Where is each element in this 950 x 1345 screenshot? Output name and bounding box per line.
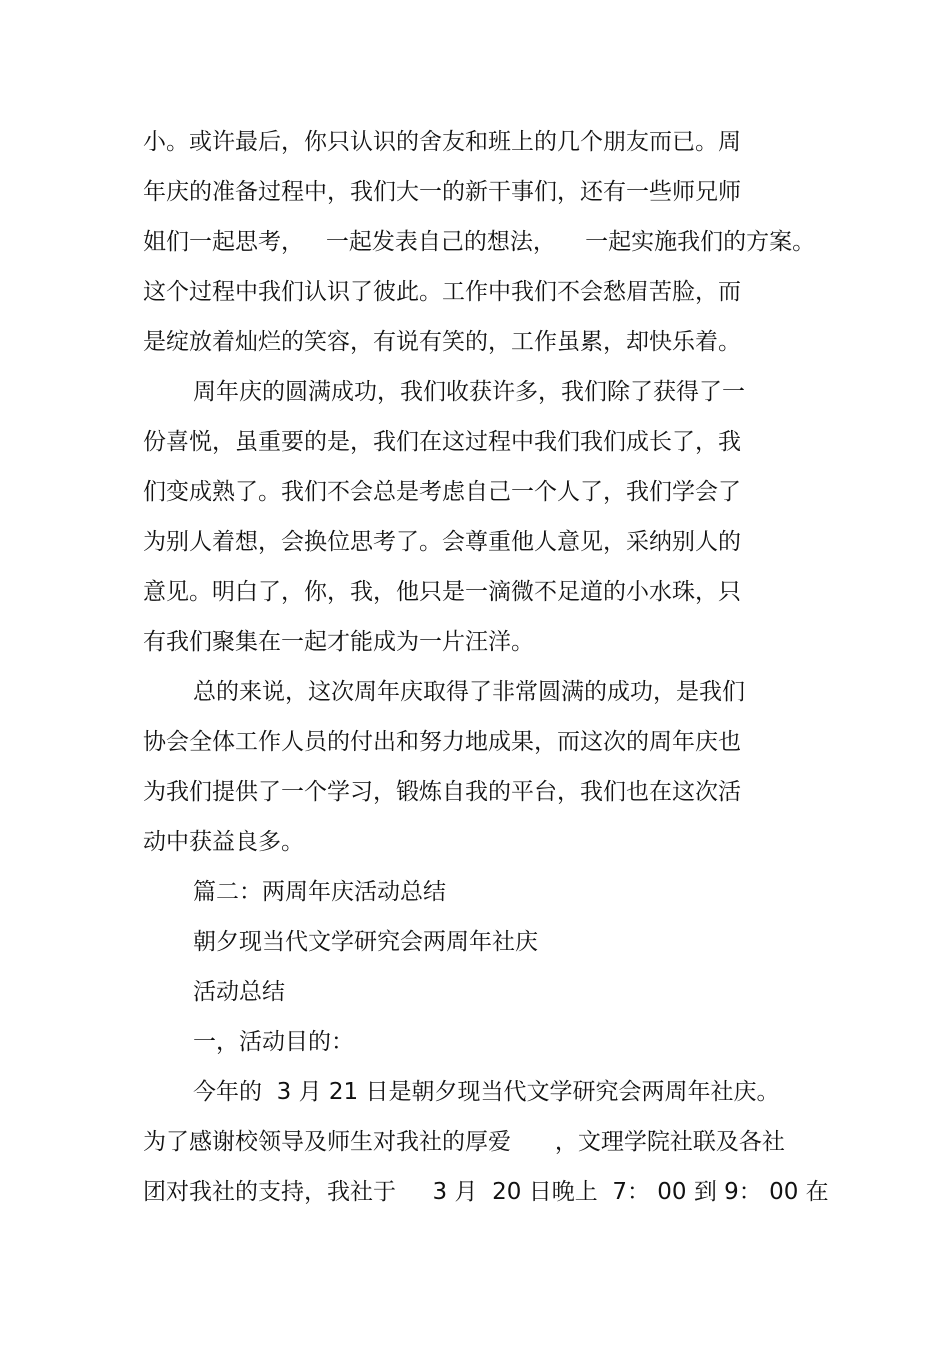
document-title: 朝夕现当代文学研究会两周年社庆: [193, 929, 538, 955]
text-line: 为我们提供了一个学习，锻炼自我的平台，我们也在这次活: [143, 779, 741, 805]
paragraph-start-line: 总的来说，这次周年庆取得了非常圆满的成功，是我们: [193, 679, 745, 705]
text-line: 年庆的准备过程中，我们大一的新干事们，还有一些师兄师: [143, 179, 741, 205]
text-line: 为了感谢校领导及师生对我社的厚爱 ，文理学院社联及各社: [143, 1129, 785, 1155]
subsection-heading: 一，活动目的：: [193, 1029, 354, 1055]
text-line: 有我们聚集在一起才能成为一片汪洋。: [143, 629, 534, 655]
text-line: 姐们一起思考， 一起发表自己的想法， 一起实施我们的方案。: [143, 229, 816, 255]
text-line: 意见。明白了，你，我，他只是一滴微不足道的小水珠，只: [143, 579, 741, 605]
paragraph-start-line: 周年庆的圆满成功，我们收获许多，我们除了获得了一: [193, 379, 745, 405]
text-line: 小。或许最后，你只认识的舍友和班上的几个朋友而已。周: [143, 129, 741, 155]
text-line: 是绽放着灿烂的笑容，有说有笑的，工作虽累，却快乐着。: [143, 329, 741, 355]
text-line: 们变成熟了。我们不会总是考虑自己一个人了，我们学会了: [143, 479, 741, 505]
text-line: 这个过程中我们认识了彼此。工作中我们不会愁眉苦脸，而: [143, 279, 741, 305]
text-line: 协会全体工作人员的付出和努力地成果，而这次的周年庆也: [143, 729, 741, 755]
text-line: 动中获益良多。: [143, 829, 304, 855]
text-line: 团对我社的支持，我社于 3 月 20 日晚上 7： 00 到 9： 00 在: [143, 1179, 829, 1205]
section-heading: 篇二：两周年庆活动总结: [193, 879, 446, 905]
text-line: 为别人着想，会换位思考了。会尊重他人意见，采纳别人的: [143, 529, 741, 555]
paragraph-start-line: 今年的 3 月 21 日是朝夕现当代文学研究会两周年社庆。: [193, 1079, 780, 1105]
text-line: 份喜悦，虽重要的是，我们在这过程中我们我们成长了，我: [143, 429, 741, 455]
document-subtitle: 活动总结: [193, 979, 285, 1005]
